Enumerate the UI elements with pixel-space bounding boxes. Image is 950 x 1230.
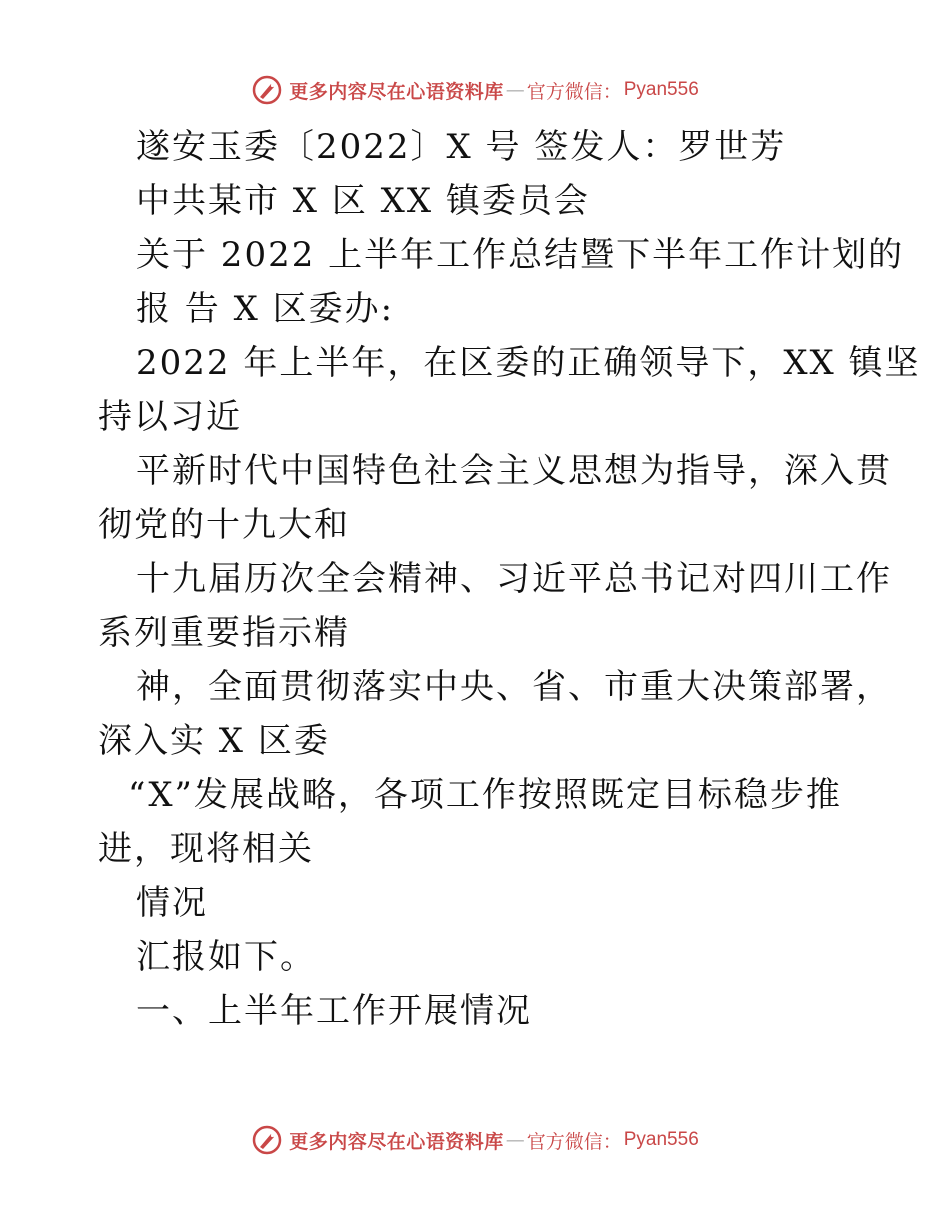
paragraph-line: 彻党的十九大和 [98, 505, 350, 545]
watermark-separator: — [505, 79, 525, 101]
watermark-wechat-label: 官方微信： [526, 1130, 622, 1153]
paragraph-line: 2022 年上半年，在区委的正确领导下，XX 镇坚 [136, 343, 921, 383]
watermark-separator: — [505, 1129, 525, 1151]
paragraph-line: 系列重要指示精 [98, 613, 350, 653]
paragraph-line: 神，全面贯彻落实中央、省、市重大决策部署， [136, 667, 892, 707]
issuing-organization: 中共某市 X 区 XX 镇委员会 [136, 181, 590, 221]
paragraph-line: “X”发展战略，各项工作按照既定目标稳步推 [128, 775, 842, 815]
pen-nib-logo-icon [251, 74, 283, 106]
watermark-wechat-id: Pyan556 [623, 79, 699, 100]
document-title-line-2: 报 告 X 区委办: [136, 289, 395, 329]
paragraph-line: 进，现将相关 [98, 829, 314, 869]
paragraph-line: 汇报如下。 [136, 937, 316, 977]
document-body [98, 120, 921, 1038]
document-title-line-1: 关于 2022 上半年工作总结暨下半年工作计划的 [136, 235, 905, 275]
paragraph-line: 深入实 X 区委 [98, 721, 330, 761]
document-number-line: 遂安玉委〔2022〕X 号 签发人：罗世芳 [136, 127, 787, 167]
header-watermark [0, 70, 950, 110]
watermark-brand: 更多内容尽在心语资料库 [289, 80, 504, 103]
watermark-brand: 更多内容尽在心语资料库 [289, 1130, 504, 1153]
paragraph-line: 十九届历次全会精神、习近平总书记对四川工作 [136, 559, 892, 599]
footer-watermark [0, 1120, 950, 1160]
paragraph-line: 持以习近 [98, 397, 242, 437]
pen-nib-logo-icon [251, 1124, 283, 1156]
section-heading: 一、上半年工作开展情况 [136, 991, 532, 1031]
watermark-wechat-id: Pyan556 [623, 1129, 699, 1150]
paragraph-line: 情况 [136, 883, 208, 923]
watermark-wechat-label: 官方微信： [526, 80, 622, 103]
paragraph-line: 平新时代中国特色社会主义思想为指导，深入贯 [136, 451, 892, 491]
